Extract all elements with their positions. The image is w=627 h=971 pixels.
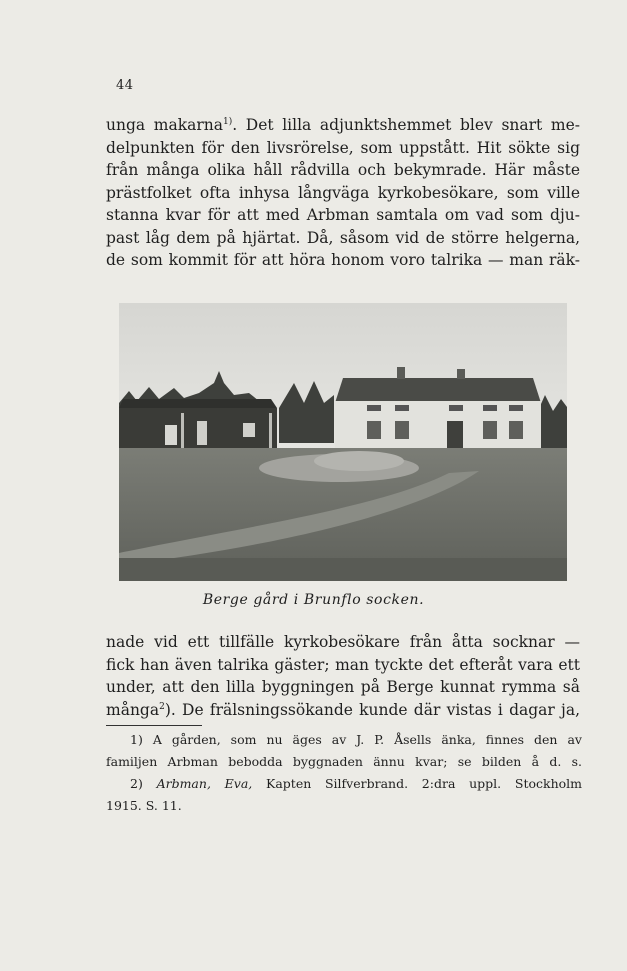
footnote-ref: 2	[159, 701, 165, 712]
footnote-divider	[106, 725, 202, 726]
barn	[119, 399, 277, 448]
paragraph-top	[106, 114, 580, 272]
text-line: under, att den lilla byggningen på Berge kunnat rymma så	[106, 678, 580, 696]
paragraph-bottom	[106, 631, 580, 721]
farmhouse-photo	[119, 303, 567, 581]
footnote-1-cont: familjen Arbman bebodda byggnaden ännu kvar; se bilden å d. s.	[106, 754, 582, 769]
footnotes	[106, 729, 582, 817]
footnote-2: 2) Arbman, Eva, Kapten Silfverbrand. 2:dra uppl. Stockholm	[130, 776, 582, 791]
text-line: past låg dem på hjärtat. Då, såsom vid de större helgerna,	[106, 228, 580, 247]
footnote-ref: 1)	[222, 116, 233, 127]
text-line: delpunkten för den livsrörelse, som uppstått. Hit sökte sig	[106, 138, 580, 157]
foreground-grass	[119, 558, 567, 581]
text-line: från många olika håll rådvilla och bekymrade. Här måste	[106, 161, 580, 179]
text-line: fick han även talrika gäster; man tyckte det efteråt vara ett	[106, 655, 580, 674]
figure-caption: Berge gård i Brunflo socken.	[202, 592, 425, 608]
text-line: unga makarna$^{1)}$. Det lilla adjunktshemmet blev snart me-	[106, 116, 580, 134]
text-line: prästfolket ofta inhysa långväga kyrkobesökare, som ville	[106, 183, 580, 202]
text-line: många$^2$). De frälsningssökande kunde där vistas i dagar ja,	[106, 700, 580, 719]
page-number: 44	[116, 78, 134, 93]
farmhouse	[335, 367, 541, 451]
text-line: nade vid ett tillfälle kyrkobesökare från åtta socknar —	[106, 633, 580, 651]
text-line: de som kommit för att höra honom voro talrika — man räk-	[106, 251, 580, 269]
footnote-2-cont: 1915. S. 11.	[106, 798, 182, 813]
footnote-marker: 2)	[130, 776, 143, 791]
footnote-marker: 1)	[130, 732, 143, 747]
text-line: stanna kvar för att med Arbman samtala om vad som dju-	[106, 206, 580, 224]
footnote-1: 1) A gården, som nu äges av J. P. Åsells änka, finnes den av	[130, 732, 582, 747]
